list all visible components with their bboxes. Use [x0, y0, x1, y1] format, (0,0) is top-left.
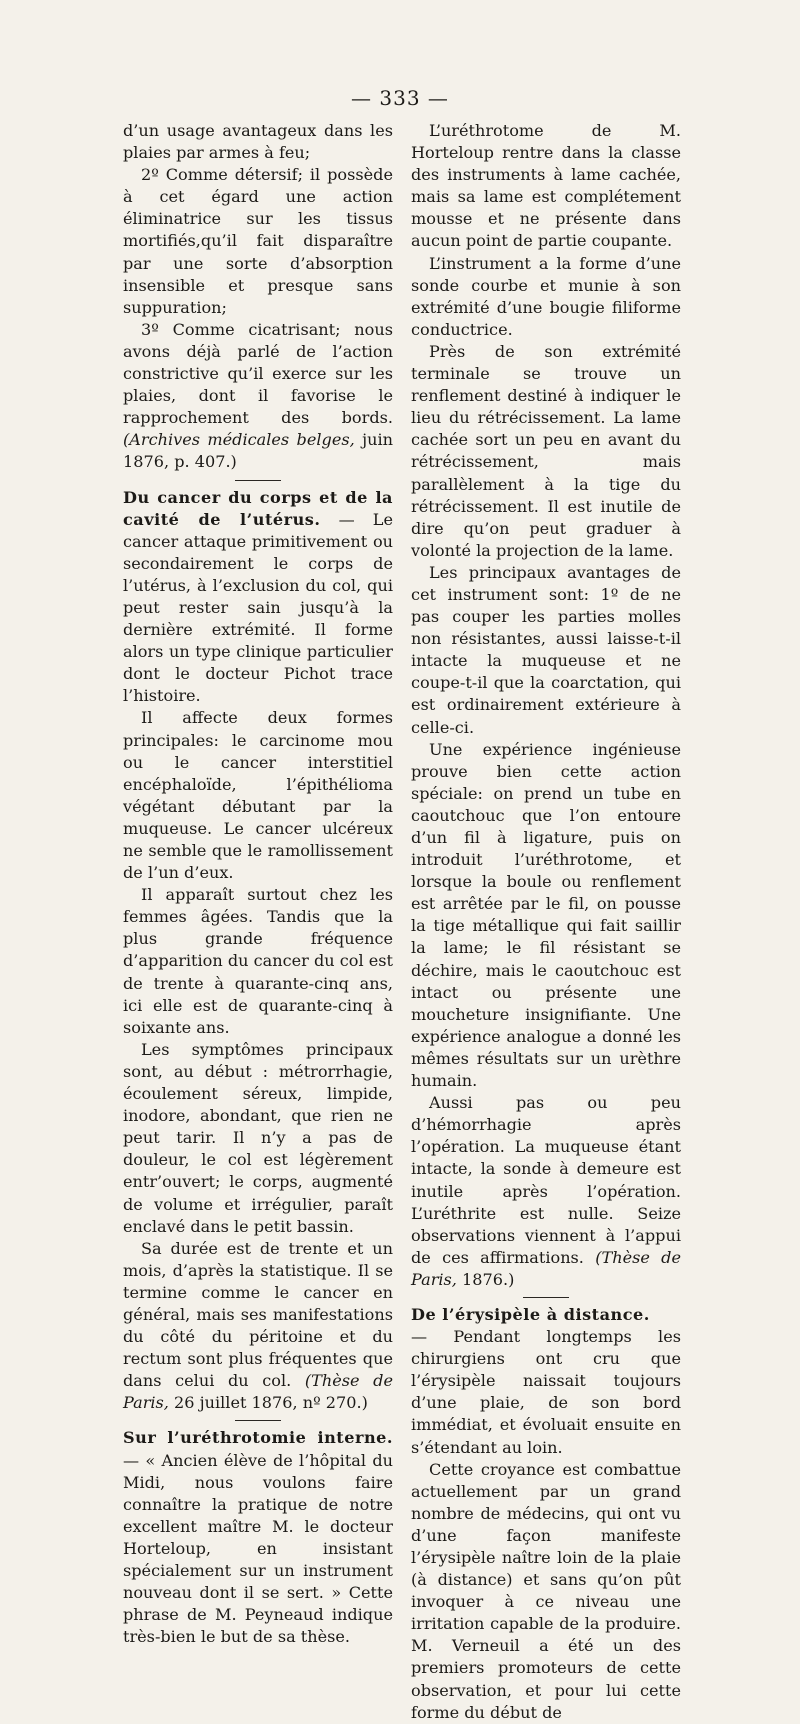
paragraph: Cette croyance est combattue actuellement par un grand nombre de médecins, qui ont vu d’une façon manifeste l’érysipèle naître loin de la plaie (à distance) et sans qu’on pût invoquer à ce niveau une irritation capable de la produire. M. Verneuil a été un des premiers promoteurs de cette observation, et pour lui cette forme du début de	[411, 1459, 681, 1722]
paragraph: 2º Comme détersif; il possède à cet égard une action éliminatrice sur les tissus mortifiés,qu’il fait disparaître par une sorte d’absorption insensible et presque sans suppuration;	[123, 165, 393, 317]
paragraph: — Pendant longtemps les chirurgiens ont cru que l’érysipèle naissait toujours d’une plaie, de son bord immédiat, et évoluait ensuite en s’étendant au loin.	[411, 1327, 681, 1457]
section-rule	[235, 480, 281, 481]
paragraph-text: Sa durée est de trente et un mois, d’après la statistique. Il se termine comme le cancer en général, mais ses manifestations du côté du péritoine et du rectum sont plus fréquentes que dans celui du col.	[123, 1238, 393, 1391]
paragraph: Les principaux avantages de cet instrument sont: 1º de ne pas couper les parties molles non résistantes, aussi laisse-t-il intacte la muqueuse et ne coupe-t-il que la coarctation, qui est ordinairement extérieure à celle-ci.	[411, 562, 681, 737]
section-rule	[523, 1297, 569, 1298]
section-heading: Du cancer du corps et de la cavité de l’utérus.	[123, 487, 393, 529]
paragraph: L’uréthrotome de M. Horteloup rentre dans la classe des instruments à lame cachée, mais sa lame est complétement mousse et ne présente dans aucun point de partie coupante.	[411, 121, 681, 251]
citation-tail: 26 juillet 1876, nº 270.)	[174, 1393, 368, 1413]
section-heading: De l’érysipèle à distance.	[411, 1304, 650, 1324]
citation-tail: 1876.)	[462, 1269, 515, 1289]
page-number: — 333 —	[351, 86, 449, 110]
citation: (Thèse de Paris,	[411, 1247, 681, 1289]
paragraph	[123, 319, 393, 474]
right-column	[411, 120, 681, 1724]
paragraph: Les symptômes principaux sont, au début : métrorrhagie, écoulement séreux, limpide, inodore, abondant, que rien ne peut tarir. Il n’y a pas de douleur, le col est légèrement entr’ouvert; le corps, augmenté de volume et irrégulier, paraît enclavé dans le petit bassin.	[123, 1039, 393, 1236]
paragraph-text: — Le cancer attaque primitivement ou secondairement le corps de l’utérus, à l’exclusion du col, qui peut rester sain jusqu’à la dernière extrémité. Il forme alors un type clinique particulier dont le docteur Pichot trace l’histoire.	[123, 509, 394, 706]
paragraph	[123, 1238, 393, 1415]
paragraph-text: Aussi pas ou peu d’hémorrhagie après l’opération. La muqueuse étant intacte, la sonde à demeure est inutile après l’opération. L’uréthrite est nulle. Seize observations viennent à l’appui de ces affirmations.	[411, 1093, 681, 1267]
left-column	[123, 120, 393, 1648]
paragraph-text: 3º Comme cicatrisant; nous avons déjà parlé de l’action constrictive qu’il exerce sur les plaies, dont il favorise le rapprochement des bords.	[123, 319, 393, 428]
paragraph: Il affecte deux formes principales: le carcinome mou ou le cancer interstitiel encéphaloïde, l’épithélioma végétant débutant par la muqueuse. Le cancer ulcéreux ne semble que le ramollissement de l’un d’eux.	[123, 708, 393, 883]
paragraph: d’un usage avantageux dans les plaies par armes à feu;	[123, 121, 393, 163]
paragraph: L’instrument a la forme d’une sonde courbe et munie à son extrémité d’une bougie filiforme conductrice.	[411, 253, 681, 339]
section-urethrotomie	[123, 1427, 393, 1648]
paragraph: Près de son extrémité terminale se trouve un renflement destiné à indiquer le lieu du rétrécissement. La lame cachée sort un peu en avant du rétrécissement, mais parallèlement à la tige du rétrécissement. Il est inutile de dire qu’on peut graduer à volonté la projection de la lame.	[411, 341, 681, 560]
section-rule	[235, 1420, 281, 1421]
paragraph: Une expérience ingénieuse prouve bien cette action spéciale: on prend un tube en caoutchouc que l’on entoure d’un fil à ligature, puis on introduit l’uréthrotome, et lorsque la boule ou renflement est arrêtée par le fil, on pousse la tige métallique qui fait saillir la lame; le fil résistant se déchire, mais le caoutchouc est intact ou présente une moucheture insignifiante. Une expérience analogue a donné les mêmes résultats sur un urèthre humain.	[411, 739, 681, 1091]
section-heading: Sur l’uréthrotomie interne.	[123, 1428, 393, 1448]
paragraph-text: — « Ancien élève de l’hôpital du Midi, nous voulons faire connaître la pratique de notre excellent maître M. le docteur Horteloup, en insistant spécialement sur un instrument nouveau dont il se sert. » Cette phrase de M. Peyneaud indique très-bien le but de sa thèse.	[123, 1450, 393, 1647]
paragraph: Il apparaît surtout chez les femmes âgées. Tandis que la plus grande fréquence d’apparition du cancer du col est de trente à quarante-cinq ans, ici elle est de quarante-cinq à soixante ans.	[123, 885, 393, 1037]
section-cancer	[123, 487, 393, 708]
paragraph	[411, 1092, 681, 1291]
citation-tail: juin 1876, p. 407.)	[123, 430, 393, 472]
citation: (Archives médicales belges,	[123, 430, 355, 450]
citation: (Thèse de Paris,	[123, 1371, 393, 1413]
